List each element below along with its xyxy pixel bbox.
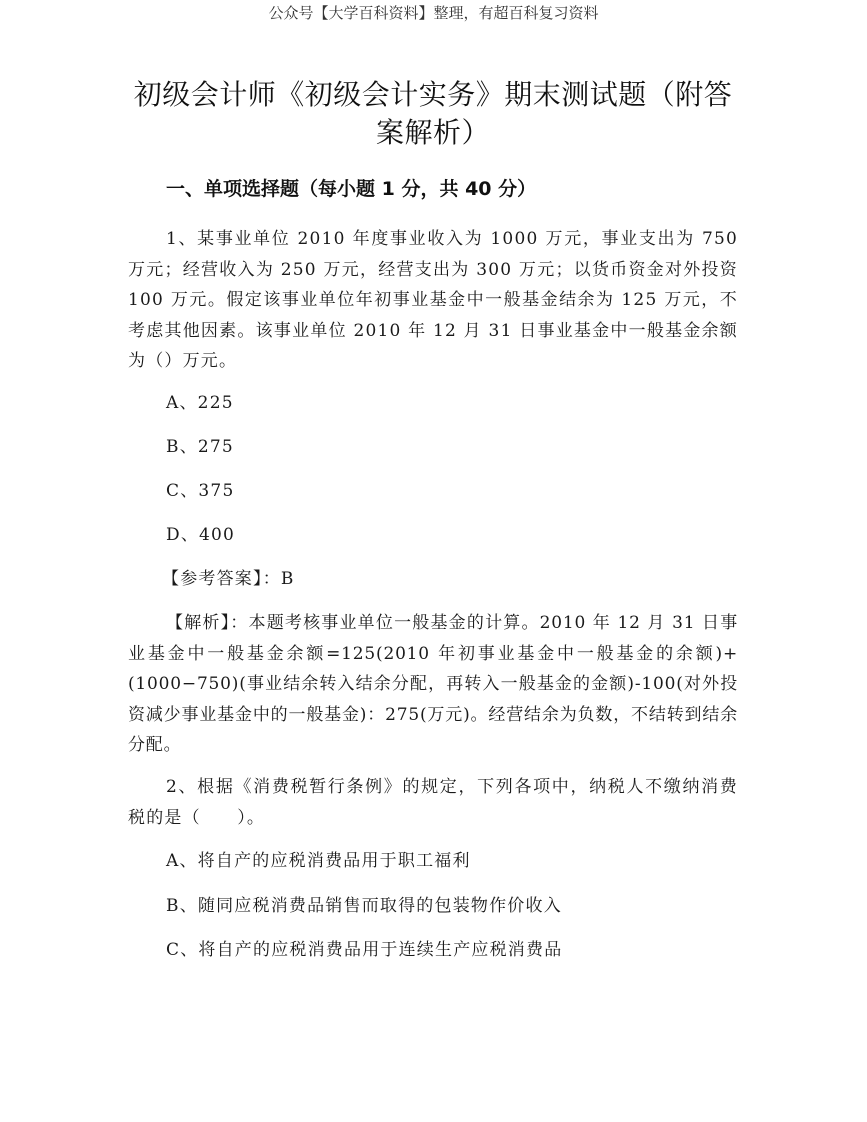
question-2-option-b: B、随同应税消费品销售而取得的包装物作价收入 <box>166 896 562 916</box>
question-1-option-b: B、275 <box>166 437 234 457</box>
question-1-option-c: C、375 <box>166 481 235 501</box>
question-2-option-c: C、将自产的应税消费品用于连续生产应税消费品 <box>166 940 563 960</box>
header-watermark-note: 公众号【大学百科资料】整理，有超百科复习资料 <box>268 4 599 22</box>
page-title: 初级会计师《初级会计实务》期末测试题（附答案解析） <box>133 78 733 149</box>
section-heading: 一、单项选择题（每小题 1 分，共 40 分） <box>166 178 537 200</box>
question-1-stem: 1、某事业单位 2010 年度事业收入为 1000 万元，事业支出为 750 万元；经营收入为 250 万元，经营支出为 300 万元；以货币资金对外投资 100 万元。假定该事业单位年初事业基金中一般基金结余为 125 万元，不考虑其他因素。该事业单位 2010 年 12 月 31 日事业基金中一般基金余额为（）万元。 <box>128 229 738 371</box>
question-1-option-a: A、225 <box>166 393 234 413</box>
question-1-explanation: 【解析】：本题考核事业单位一般基金的计算。2010 年 12 月 31 日事业基金中一般基金余额=125(2010 年初事业基金中一般基金的余额)+(1000−750)(事业结余转入结余分配，再转入一般基金的金额)-100(对外投资减少事业基金中的一般基金)：275(万元)。经营结余为负数，不结转到结余分配。 <box>128 613 738 755</box>
question-1-option-d: D、400 <box>166 525 236 545</box>
question-2-stem: 2、根据《消费税暂行条例》的规定，下列各项中，纳税人不缴纳消费税的是（ ）。 <box>128 777 738 828</box>
question-1-answer: 【参考答案】：B <box>162 569 295 589</box>
question-2-option-a: A、将自产的应税消费品用于职工福利 <box>166 851 471 871</box>
